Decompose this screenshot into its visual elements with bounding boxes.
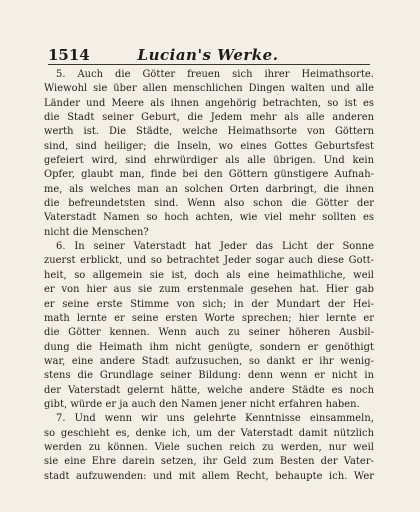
text-line: die befreundetsten sind. Wenn also schon die Götter der	[44, 198, 374, 210]
text-line: Opfer, glaubt man, finde bei den Göttern günstigere Aufnah-	[44, 169, 374, 181]
page-number: 1514	[48, 46, 90, 64]
text-line: die Götter kennen. Wenn auch zu seiner höheren Ausbil-	[44, 327, 374, 339]
paragraph	[44, 240, 374, 412]
text-line: der Vaterstadt gelernt hätte, welche andere Städte es noch	[44, 384, 374, 396]
header-rule	[48, 64, 370, 65]
text-line: werden zu können. Viele suchen reich zu werden, nur weil	[44, 441, 374, 453]
text-line: war, eine andere Stadt aufzusuchen, so dankt er ihr wenig-	[44, 355, 374, 367]
text-line: Wiewohl sie über allen menschlichen Dingen walten und alle	[44, 83, 374, 95]
body-text	[44, 68, 374, 484]
paragraph	[44, 412, 374, 484]
text-line: sie eine Ehre darein setzen, ihr Geld zum Besten der Vater-	[44, 456, 374, 468]
text-line: Länder und Meere als ihnen angehörig betrachten, so ist es	[44, 97, 374, 109]
text-line: 5. Auch die Götter freuen sich ihrer Heimathsorte.	[56, 69, 374, 80]
text-line: stens die Grundlage seiner Bildung: denn wenn er nicht in	[44, 370, 374, 382]
text-line: gefeiert wird, sind ehrwürdiger als alle übrigen. Und kein	[44, 155, 374, 167]
text-line: 6. In seiner Vaterstadt hat Jeder das Licht der Sonne	[56, 241, 374, 253]
text-line: stadt aufzuwenden: und mit allem Recht, behaupte ich. Wer	[44, 470, 374, 482]
text-line: er seine erste Stimme von sich; in der Mundart der Hei-	[44, 298, 374, 310]
text-line: sind, sind heiliger; die Inseln, wo eines Gottes Geburtsfest	[44, 140, 374, 152]
text-line: er von hier aus sie zum erstenmale gesehen hat. Hier gab	[44, 284, 374, 296]
text-line: Vaterstadt Namen so hoch achten, wie viel mehr sollten es	[44, 212, 374, 224]
running-title: Lucian's Werke.	[137, 46, 279, 64]
text-line: die Stadt seiner Geburt, die Jedem mehr als alle anderen	[44, 112, 374, 124]
text-line: zuerst erblickt, und so betrachtet Jeder sogar auch diese Gott-	[44, 255, 374, 267]
text-line: so geschieht es, denke ich, um der Vaterstadt damit nützlich	[44, 427, 374, 439]
page-header	[48, 46, 368, 64]
text-line: gibt, würde er ja auch den Namen jener nicht erfahren haben.	[44, 398, 360, 410]
text-line: math lernte er seine ersten Worte sprechen; hier lernte er	[44, 312, 374, 324]
paragraph	[44, 68, 374, 240]
text-line: heit, so allgemein sie ist, doch als eine heimathliche, weil	[44, 269, 374, 281]
text-line: dung die Heimath ihm nicht genügte, sondern er genöthigt	[44, 341, 374, 353]
text-line: me, als welches man an solchen Orten darbringt, die ihnen	[44, 183, 374, 195]
text-line: 7. Und wenn wir uns gelehrte Kenntnisse einsammeln,	[56, 413, 374, 425]
text-line: werth ist. Die Städte, welche Heimathsorte von Göttern	[44, 126, 374, 138]
text-line: nicht die Menschen?	[44, 226, 149, 238]
